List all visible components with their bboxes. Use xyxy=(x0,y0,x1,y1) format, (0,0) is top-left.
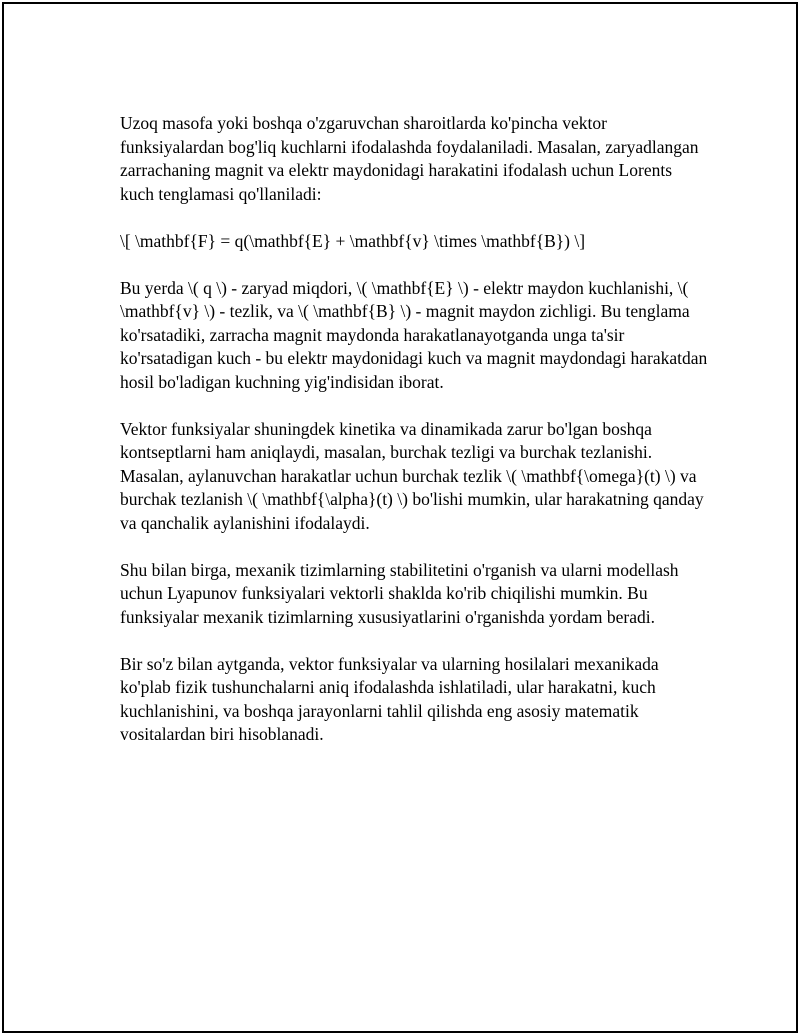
paragraph-intro: Uzoq masofa yoki boshqa o'zgaruvchan sharoitlarda ko'pincha vektor funksiyalardan bog'liq kuchlarni ifodalashda foydalaniladi. Masalan, zaryadlangan zarrachaning magnit va elektr maydonidagi harakatini ifodalash uchun Lorents kuch tenglamasi qo'llaniladi: xyxy=(120,113,699,204)
equation-lorentz-force: \[ \mathbf{F} = q(\mathbf{E} + \mathbf{v} \times \mathbf{B}) \] xyxy=(120,230,586,251)
document-page xyxy=(2,2,798,1033)
paragraph-variables: Bu yerda \( q \) - zaryad miqdori, \( \mathbf{E} \) - elektr maydon kuchlanishi, \( \mathbf{v} \) - tezlik, va \( \mathbf{B} \) - magnit maydon zichligi. Bu tenglama ko'rsatadiki, zarracha magnit maydonda harakatlanayotganda unga ta'sir ko'rsatadigan kuch - bu elektr maydonidagi kuch va magnit maydondagi harakatdan hosil bo'ladigan kuchning yig'indisidan iborat. xyxy=(120,277,708,392)
document-body xyxy=(120,112,710,770)
paragraph-conclusion: Bir so'z bilan aytganda, vektor funksiyalar va ularning hosilalari mexanikada ko'plab fizik tushunchalarni aniq ifodalashda ishlatiladi, ular harakatni, kuch kuchlanishini, va boshqa jarayonlarni tahlil qilishda eng asosiy matematik vositalardan biri hisoblanadi. xyxy=(120,653,659,744)
paragraph-lyapunov: Shu bilan birga, mexanik tizimlarning stabilitetini o'rganish va ularni modellash uchun Lyapunov funksiyalari vektorli shaklda ko'rib chiqilishi mumkin. Bu funksiyalar mexanik tizimlarning xususiyatlarini o'rganishda yordam beradi. xyxy=(120,559,679,627)
paragraph-angular-motion: Vektor funksiyalar shuningdek kinetika va dinamikada zarur bo'lgan boshqa kontseptlarni ham aniqlaydi, masalan, burchak tezligi va burchak tezlanishi. Masalan, aylanuvchan harakatlar uchun burchak tezlik \( \mathbf{\omega}(t) \) va burchak tezlanish \( \mathbf{\alpha}(t) \) bo'lishi mumkin, ular harakatning qanday va qanchalik aylanishini ifodalaydi. xyxy=(120,418,704,533)
